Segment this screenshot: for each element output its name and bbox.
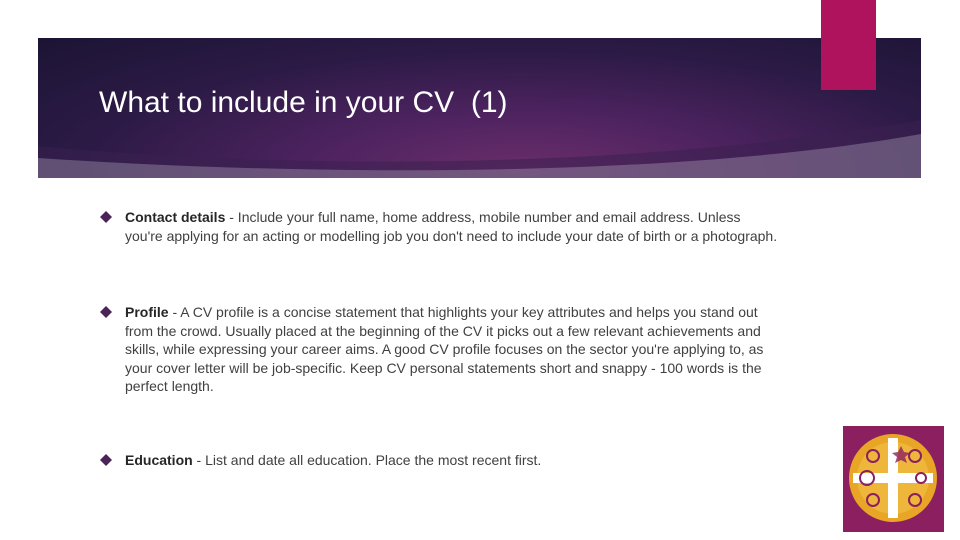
careers-emblem-icon — [843, 426, 944, 532]
accent-tab — [821, 0, 876, 90]
diamond-bullet-icon — [100, 454, 112, 466]
bullet-education — [100, 451, 780, 470]
slide-title: What to include in your CV (1) — [99, 86, 508, 119]
diamond-bullet-icon — [100, 211, 112, 223]
bullet-profile — [100, 303, 780, 396]
bullet-text — [125, 303, 780, 396]
bullet-text — [125, 451, 780, 470]
bullet-body: - A CV profile is a concise statement that highlights your key attributes and helps you stand out from the crowd. Usually placed at the beginning of the CV it picks out a few relevant achievements and skills, while expressing your career aims. A good CV profile focuses on the sector you're applying to, as your cover letter will be job-specific. Keep CV personal statements short and snappy - 100 words is the perfect length. — [125, 304, 764, 394]
bullet-body: - List and date all education. Place the most recent first. — [192, 452, 542, 468]
bullet-contact-details — [100, 208, 780, 245]
bullet-term: Education — [125, 452, 193, 468]
bullet-text — [125, 208, 780, 245]
bullet-term: Contact details — [125, 209, 226, 225]
diamond-bullet-icon — [100, 306, 112, 318]
bullet-term: Profile — [125, 304, 169, 320]
bullet-body: - Include your full name, home address, mobile number and email address. Unless you're applying for an acting or modelling job you don't need to include your date of birth or a photograph. — [125, 209, 778, 244]
